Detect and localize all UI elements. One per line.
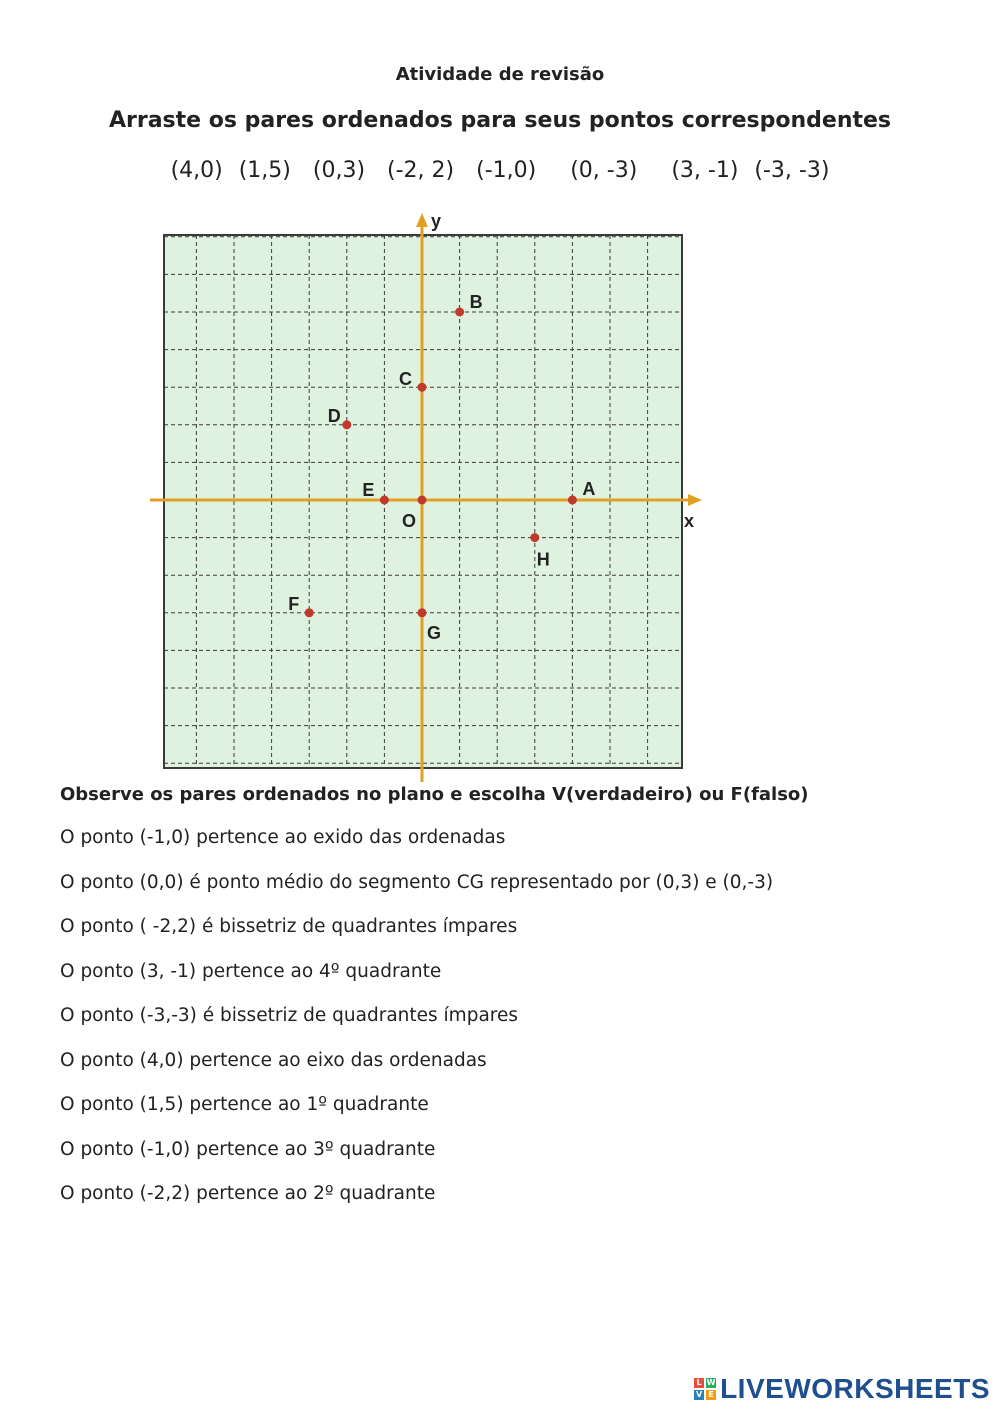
- draggable-pair[interactable]: (1,5): [238, 158, 291, 183]
- statement-item[interactable]: O ponto (3, -1) pertence ao 4º quadrante: [60, 960, 442, 982]
- draggable-pair[interactable]: (3, -1): [671, 158, 739, 183]
- point-o-label: O: [401, 511, 416, 531]
- point-g-marker[interactable]: [418, 608, 427, 617]
- draggable-pair[interactable]: (0,3): [312, 158, 366, 183]
- point-a-label: A: [582, 479, 596, 499]
- x-axis-arrow: [688, 494, 702, 506]
- brand-name: LIVEWORKSHEETS: [720, 1373, 990, 1404]
- y-axis-label: y: [431, 211, 442, 231]
- logo-letter: E: [706, 1390, 716, 1400]
- point-o-marker[interactable]: [418, 496, 427, 505]
- page-subtitle: Arraste os pares ordenados para seus pontos correspondentes: [108, 108, 892, 133]
- point-b-marker[interactable]: [455, 308, 464, 317]
- point-f-marker[interactable]: [305, 608, 314, 617]
- point-b-label: B: [469, 292, 483, 312]
- page-title: Atividade de revisão: [395, 64, 605, 85]
- logo-letter: V: [695, 1390, 703, 1399]
- statement-item[interactable]: O ponto (-1,0) pertence ao exido das ordenadas: [60, 827, 506, 848]
- point-d-marker[interactable]: [342, 420, 351, 429]
- point-e-label: E: [362, 480, 375, 500]
- logo-letter: L: [694, 1378, 704, 1388]
- draggable-pair[interactable]: (-1,0): [476, 158, 537, 183]
- y-axis-arrow: [416, 213, 428, 227]
- ordered-pairs-bank: [0, 156, 1000, 185]
- draggable-pair[interactable]: (4,0): [170, 158, 223, 183]
- statement-item[interactable]: O ponto (1,5) pertence ao 1º quadrante: [60, 1094, 429, 1115]
- point-g-label: G: [427, 622, 442, 643]
- instruction-text: Observe os pares ordenados no plano e escolha V(verdadeiro) ou F(falso): [60, 784, 809, 805]
- point-f-label: F: [288, 593, 300, 614]
- statement-item[interactable]: O ponto (-1,0) pertence ao 3º quadrante: [60, 1138, 436, 1160]
- statement-item[interactable]: O ponto (4,0) pertence ao eixo das ordenadas: [60, 1049, 487, 1071]
- draggable-pair[interactable]: (-2, 2): [387, 158, 455, 183]
- point-c-label: C: [399, 369, 412, 390]
- brand-footer: [694, 1373, 990, 1405]
- statement-item[interactable]: O ponto ( -2,2) é bissetriz de quadrantes ímpares: [60, 916, 518, 937]
- point-h-marker[interactable]: [530, 533, 539, 542]
- brand-logo-icon: [694, 1378, 716, 1400]
- draggable-pair[interactable]: (0, -3): [570, 158, 638, 183]
- point-a-marker[interactable]: [568, 496, 577, 505]
- x-axis-label: x: [684, 511, 695, 531]
- draggable-pair[interactable]: (-3, -3): [754, 158, 830, 183]
- point-d-label: D: [327, 405, 341, 426]
- statement-item[interactable]: O ponto (0,0) é ponto médio do segmento CG representado por (0,3) e (0,-3): [60, 871, 774, 893]
- point-c-marker[interactable]: [418, 383, 427, 392]
- statement-item[interactable]: O ponto (-2,2) pertence ao 2º quadrante: [60, 1183, 436, 1204]
- cartesian-plane: [140, 205, 720, 785]
- logo-letter: W: [706, 1378, 716, 1387]
- statement-list: [60, 826, 773, 1227]
- point-h-label: H: [536, 549, 550, 570]
- point-e-marker[interactable]: [380, 496, 389, 505]
- statement-item[interactable]: O ponto (-3,-3) é bissetriz de quadrantes ímpares: [60, 1005, 519, 1026]
